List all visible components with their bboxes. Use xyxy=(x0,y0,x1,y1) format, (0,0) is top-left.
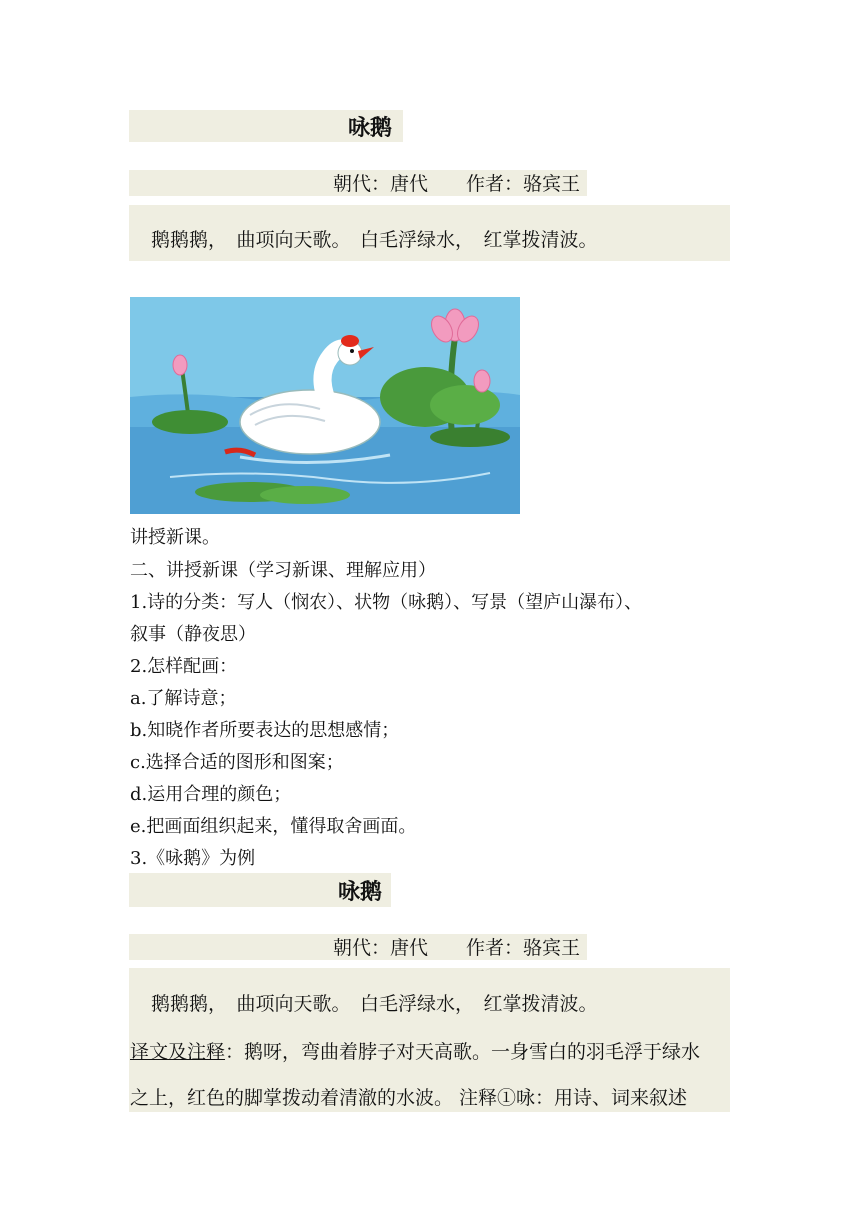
poem-text: 鹅鹅鹅， 曲项向天歌。 白毛浮绿水， 红掌拨清波。 xyxy=(151,993,598,1015)
translation-text: ：鹅呀，弯曲着脖子对天高歌。一身雪白的羽毛浮于绿水 xyxy=(225,1041,701,1063)
body-line: 二、讲授新课（学习新课、理解应用） xyxy=(130,560,436,581)
body-line: 1.诗的分类：写人（悯农）、状物（咏鹅）、写景（望庐山瀑布）、 xyxy=(130,592,643,613)
body-line: a.了解诗意； xyxy=(130,688,237,709)
body-line: e.把画面组织起来，懂得取舍画面。 xyxy=(130,816,417,837)
poem-meta: 朝代：唐代 作者：骆宾王 xyxy=(333,937,581,959)
poem-text: 鹅鹅鹅， 曲项向天歌。 白毛浮绿水， 红掌拨清波。 xyxy=(151,229,598,251)
body-line: 讲授新课。 xyxy=(130,527,220,548)
poem-title: 咏鹅 xyxy=(338,879,383,905)
body-line: b.知晓作者所要表达的思想感情； xyxy=(130,720,400,741)
body-line: 2.怎样配画： xyxy=(130,656,238,677)
poem-title: 咏鹅 xyxy=(348,115,393,141)
body-line: c.选择合适的图形和图案； xyxy=(130,752,344,773)
translation-line xyxy=(130,1037,700,1064)
body-line: 叙事（静夜思） xyxy=(130,624,256,645)
poem-meta: 朝代：唐代 作者：骆宾王 xyxy=(333,173,581,195)
body-line: d.运用合理的颜色； xyxy=(130,784,292,805)
translation-line: 之上，红色的脚掌拨动着清澈的水波。 注释①咏：用诗、词来叙述 xyxy=(130,1087,688,1109)
translation-label: 译文及注释 xyxy=(130,1041,226,1063)
goose-illustration xyxy=(130,297,520,514)
body-line: 3.《咏鹅》为例 xyxy=(130,848,256,869)
